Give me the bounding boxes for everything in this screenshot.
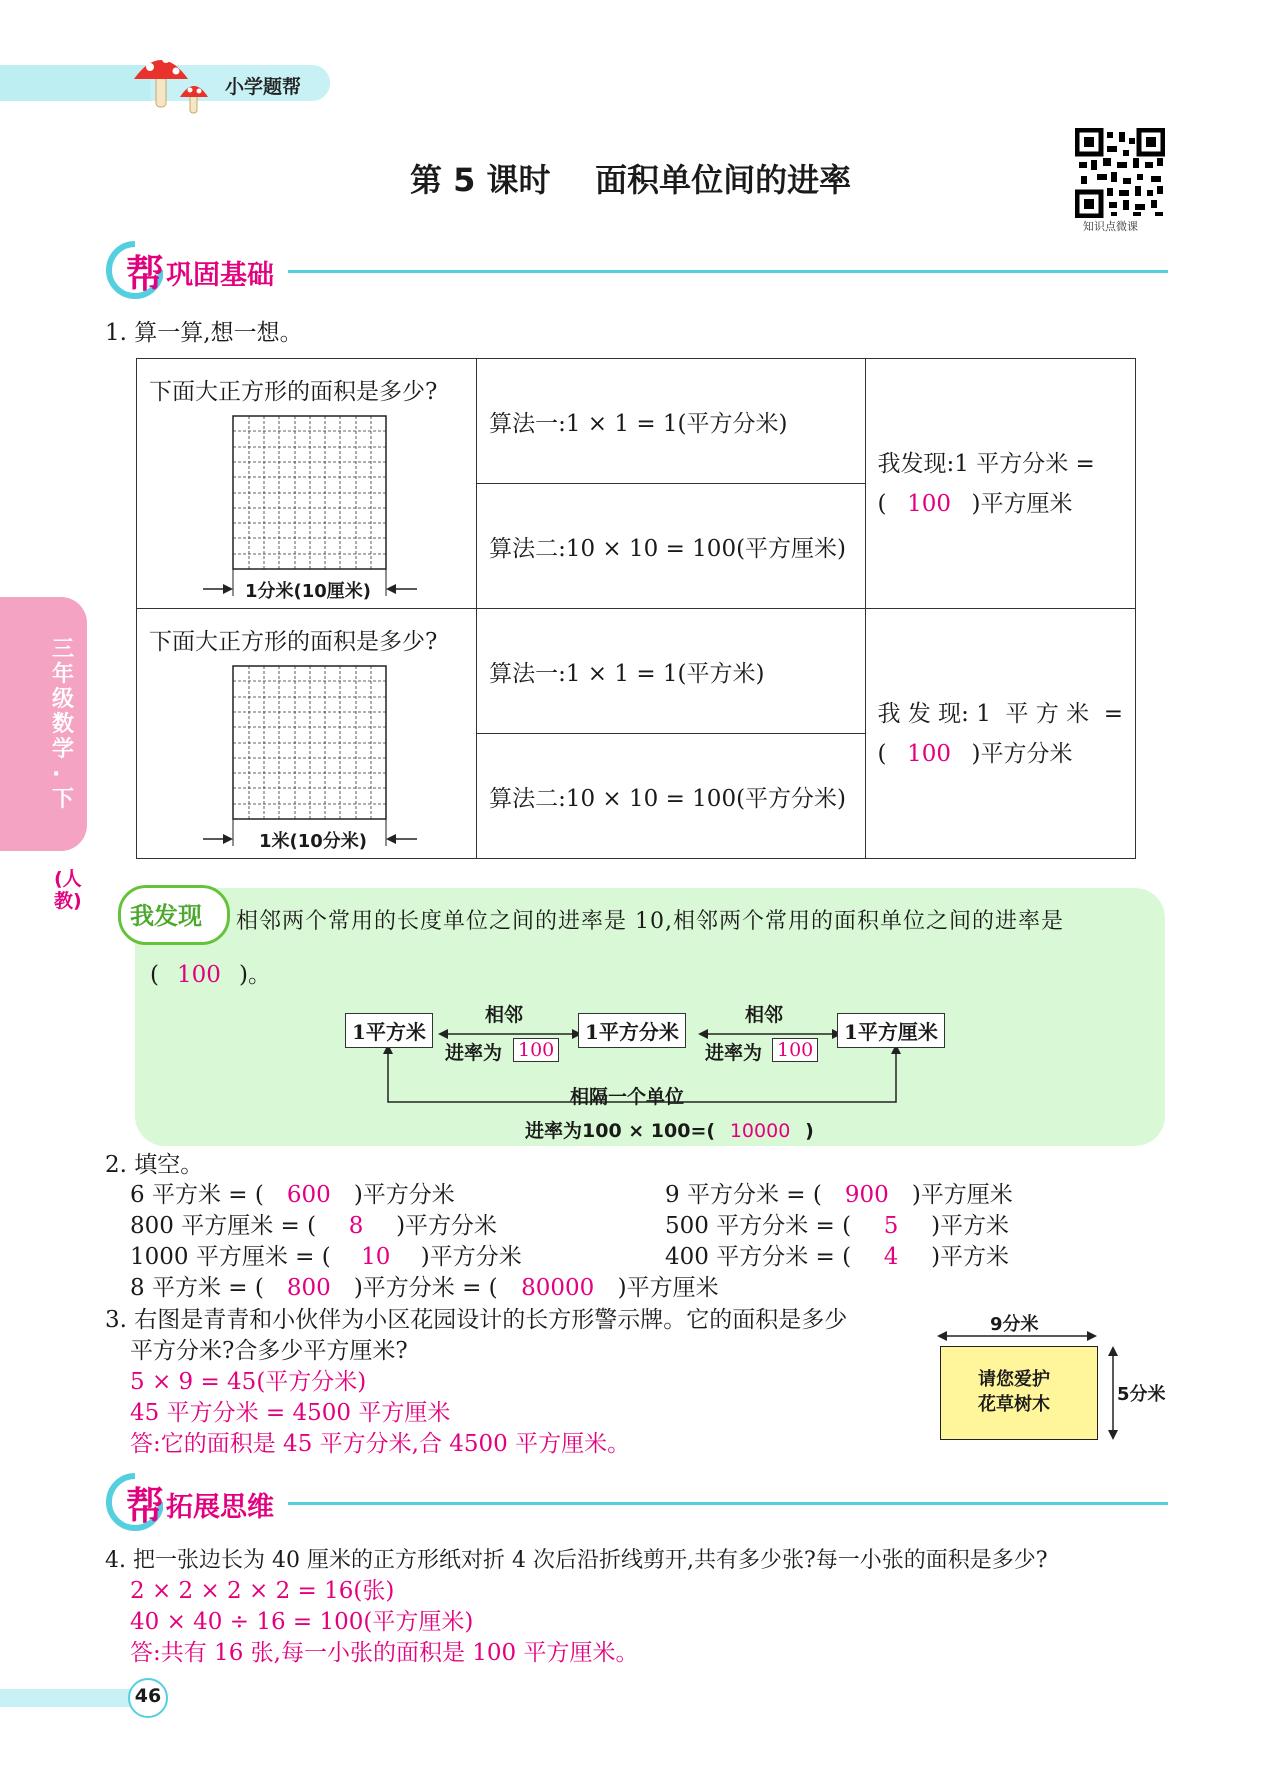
q2-answer: 80000: [521, 1275, 595, 1301]
rate-label: 进率为: [705, 1042, 763, 1064]
q1-row2-finding-prefix: 我 发 现: 1 平 方 米 =: [877, 700, 1123, 727]
grid-square-diagram: [197, 411, 447, 601]
q1-row2-method1: 算法一:1 × 1 = 1(平方米): [477, 609, 865, 734]
section-divider: [288, 270, 1168, 273]
q1-table: [136, 358, 1136, 859]
discovery-badge: 我发现: [130, 902, 202, 930]
q2-answer: 800: [286, 1275, 331, 1301]
q1-row1-dimension: 1分米(10厘米): [245, 581, 372, 602]
gap-rate: [525, 1116, 814, 1143]
side-tab-edition: (人教): [54, 868, 82, 912]
q4-answer-line: 40 × 40 ÷ 16 = 100(平方厘米): [130, 1609, 474, 1635]
mushroom-icon: [128, 45, 218, 117]
section-bang: 帮: [126, 1483, 165, 1528]
q2-item: 9 平方分米 = ( 900 )平方厘米: [665, 1180, 1013, 1211]
q4-answer-line: 答:共有 16 张,每一小张的面积是 100 平方厘米。: [130, 1640, 639, 1666]
q2-item: 400 平方分米 = ( 4 )平方米: [665, 1242, 1009, 1273]
q1-row2-method2: 算法二:10 × 10 = 100(平方分米): [477, 734, 865, 859]
adjacent-label: 相邻: [745, 1004, 784, 1026]
q1-row1-finding-answer: 100: [907, 490, 951, 517]
q2-item: 6 平方米 = ( 600 )平方分米: [130, 1180, 455, 1211]
q1-row2-finding: [865, 609, 1135, 859]
unit-box-sq-m: 1平方米: [345, 1013, 433, 1048]
discovery-blank-close: )。: [238, 962, 271, 988]
discovery-blank-open: (: [150, 962, 159, 988]
section-title: 拓展思维: [166, 1492, 274, 1523]
section-title: 巩固基础: [166, 260, 274, 291]
gap-label: 相隔一个单位: [570, 1086, 685, 1108]
gap-rate-prefix: 进率为100 × 100=(: [525, 1120, 716, 1142]
q3-answer-line: 45 平方分米 = 4500 平方厘米: [130, 1400, 451, 1426]
discovery-blank-answer: 100: [177, 962, 221, 988]
q2-answer: 600: [286, 1182, 331, 1208]
q1-row1-finding-suffix: )平方厘米: [971, 490, 1073, 517]
q1-row2-dimension: 1米(10分米): [259, 831, 368, 852]
q1-row2-finding-open: (: [877, 740, 887, 767]
sign-text-line1: 请您爱护: [978, 1369, 1050, 1390]
q1-row1-finding-prefix: 我发现:1 平方分米 =: [877, 450, 1095, 477]
qr-caption: 知识点微课: [1083, 220, 1138, 233]
q1-row2-question-cell: [137, 609, 477, 859]
rate-answer: 100: [772, 1038, 818, 1062]
unit-box-sq-dm: 1平方分米: [578, 1013, 686, 1048]
adjacent-label: 相邻: [485, 1004, 524, 1026]
q2-answer: 10: [361, 1244, 391, 1270]
q1-row2-finding-answer: 100: [907, 740, 951, 767]
sign-width-label: 9分米: [990, 1314, 1039, 1335]
q2-prompt: 2. 填空。: [105, 1152, 204, 1178]
qr-code-icon[interactable]: [1075, 128, 1165, 218]
q3-answer-line: 答:它的面积是 45 平方分米,合 4500 平方厘米。: [130, 1431, 631, 1457]
q3-prompt-line1: 3. 右图是青青和小伙伴为小区花园设计的长方形警示牌。它的面积是多少: [105, 1307, 848, 1333]
q1-prompt: 1. 算一算,想一想。: [105, 320, 303, 346]
unit-box-sq-cm: 1平方厘米: [837, 1013, 945, 1048]
q2-answer: 8: [348, 1213, 364, 1239]
gap-rate-answer: 10000: [729, 1120, 791, 1142]
section-divider: [288, 1502, 1168, 1505]
q3-answer-line: 5 × 9 = 45(平方分米): [130, 1369, 367, 1395]
side-tab-grade: 三年级数学·下: [52, 637, 75, 812]
q1-row1-question-cell: [137, 359, 477, 609]
q2-answer: 4: [883, 1244, 899, 1270]
q3-prompt-line2: 平方分米?合多少平方厘米?: [130, 1338, 408, 1364]
q1-row1-finding: [865, 359, 1135, 609]
q4-prompt: 4. 把一张边长为 40 厘米的正方形纸对折 4 次后沿折线剪开,共有多少张?每一小张的面积是多少?: [105, 1548, 1048, 1573]
sign-height-label: 5分米: [1117, 1384, 1166, 1405]
q1-row2-finding-suffix: )平方分米: [971, 740, 1073, 767]
footer-bar: [0, 1689, 140, 1707]
rate-answer: 100: [513, 1038, 559, 1062]
discovery-blank: [150, 960, 271, 991]
q2-item: 8 平方米 = ( 800 )平方分米 = ( 80000 )平方厘米: [130, 1273, 719, 1304]
sign-text-line2: 花草树木: [978, 1394, 1050, 1415]
q2-item: 800 平方厘米 = ( 8 )平方分米: [130, 1211, 497, 1242]
q2-item: 500 平方分米 = ( 5 )平方米: [665, 1211, 1009, 1242]
q4-answer-line: 2 × 2 × 2 × 2 = 16(张): [130, 1578, 395, 1604]
gap-rate-suffix: ): [805, 1120, 814, 1142]
grid-square-diagram: [197, 661, 447, 851]
q1-row1-method1: 算法一:1 × 1 = 1(平方分米): [477, 359, 865, 484]
q2-answer: 5: [883, 1213, 899, 1239]
q1-row1-question: 下面大正方形的面积是多少?: [149, 379, 438, 405]
brand-name: 小学题帮: [225, 76, 302, 98]
q1-row1-finding-open: (: [877, 490, 887, 517]
section-bang: 帮: [126, 251, 165, 296]
rate-label: 进率为: [445, 1042, 503, 1064]
q2-item: 1000 平方厘米 = ( 10 )平方分米: [130, 1242, 522, 1273]
page-title: 第 5 课时 面积单位间的进率: [410, 161, 852, 199]
q1-row1-method2: 算法二:10 × 10 = 100(平方厘米): [477, 484, 865, 609]
q2-answer: 900: [844, 1182, 889, 1208]
q1-row2-question: 下面大正方形的面积是多少?: [149, 629, 438, 655]
page-number: 46: [134, 1685, 162, 1707]
discovery-text: 相邻两个常用的长度单位之间的进率是 10,相邻两个常用的面积单位之间的进率是: [236, 909, 1064, 934]
